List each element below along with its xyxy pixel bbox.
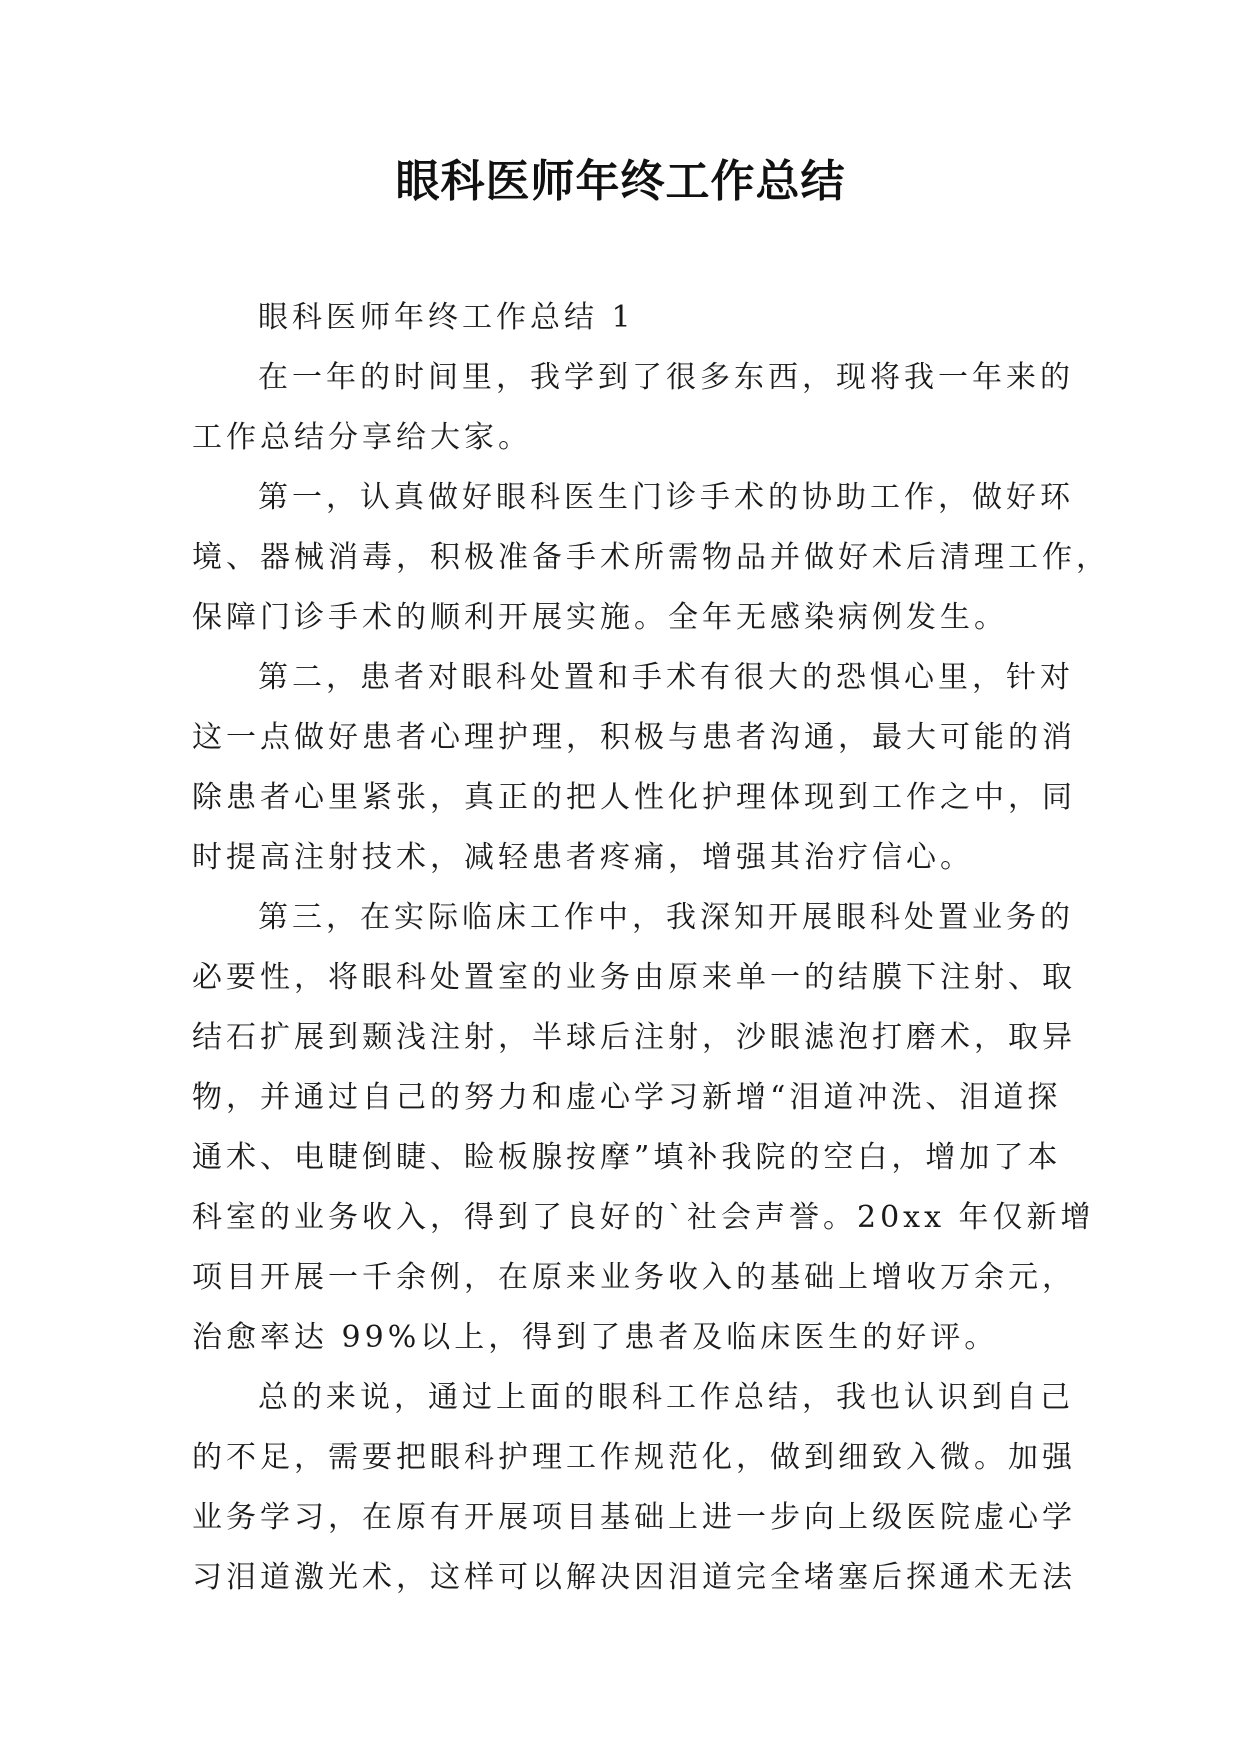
text-line: 第一，认真做好眼科医生门诊手术的协助工作，做好环	[258, 480, 1074, 515]
text-line: 习泪道激光术，这样可以解决因泪道完全堵塞后探通术无法	[192, 1560, 1076, 1595]
text-line: 除患者心里紧张，真正的把人性化护理体现到工作之中，同	[192, 780, 1076, 815]
text-line: 总的来说，通过上面的眼科工作总结，我也认识到自己	[258, 1380, 1074, 1415]
text-line: 通术、电睫倒睫、睑板腺按摩”填补我院的空白，增加了本	[192, 1140, 1062, 1175]
text-line: 时提高注射技术，减轻患者疼痛，增强其治疗信心。	[192, 840, 974, 875]
text-line: 境、器械消毒，积极准备手术所需物品并做好术后清理工作，	[192, 540, 1110, 575]
text-line: 项目开展一千余例，在原来业务收入的基础上增收万余元，	[192, 1260, 1076, 1295]
text-line: 业务学习，在原有开展项目基础上进一步向上级医院虚心学	[192, 1500, 1076, 1535]
text-line: 眼科医师年终工作总结 1	[258, 300, 635, 335]
text-line: 第二，患者对眼科处置和手术有很大的恐惧心里，针对	[258, 660, 1074, 695]
document-body	[192, 288, 1110, 1608]
text-line: 结石扩展到颞浅注射，半球后注射，沙眼滤泡打磨术，取异	[192, 1020, 1076, 1055]
document-title: 眼科医师年终工作总结	[395, 156, 846, 207]
text-line: 第三，在实际临床工作中，我深知开展眼科处置业务的	[258, 900, 1074, 935]
text-line: 必要性，将眼科处置室的业务由原来单一的结膜下注射、取	[192, 960, 1076, 995]
text-line: 保障门诊手术的顺利开展实施。全年无感染病例发生。	[192, 600, 1008, 635]
text-line: 这一点做好患者心理护理，积极与患者沟通，最大可能的消	[192, 720, 1076, 755]
text-line: 在一年的时间里，我学到了很多东西，现将我一年来的	[258, 360, 1074, 395]
text-line: 的不足，需要把眼科护理工作规范化，做到细致入微。加强	[192, 1440, 1076, 1475]
text-line: 物，并通过自己的努力和虚心学习新增“泪道冲洗、泪道探	[192, 1080, 1062, 1115]
text-line: 工作总结分享给大家。	[192, 420, 532, 455]
text-line: 治愈率达 99%以上，得到了患者及临床医生的好评。	[192, 1320, 999, 1355]
text-line: 科室的业务收入，得到了良好的`社会声誉。20xx 年仅新增	[192, 1200, 1095, 1235]
